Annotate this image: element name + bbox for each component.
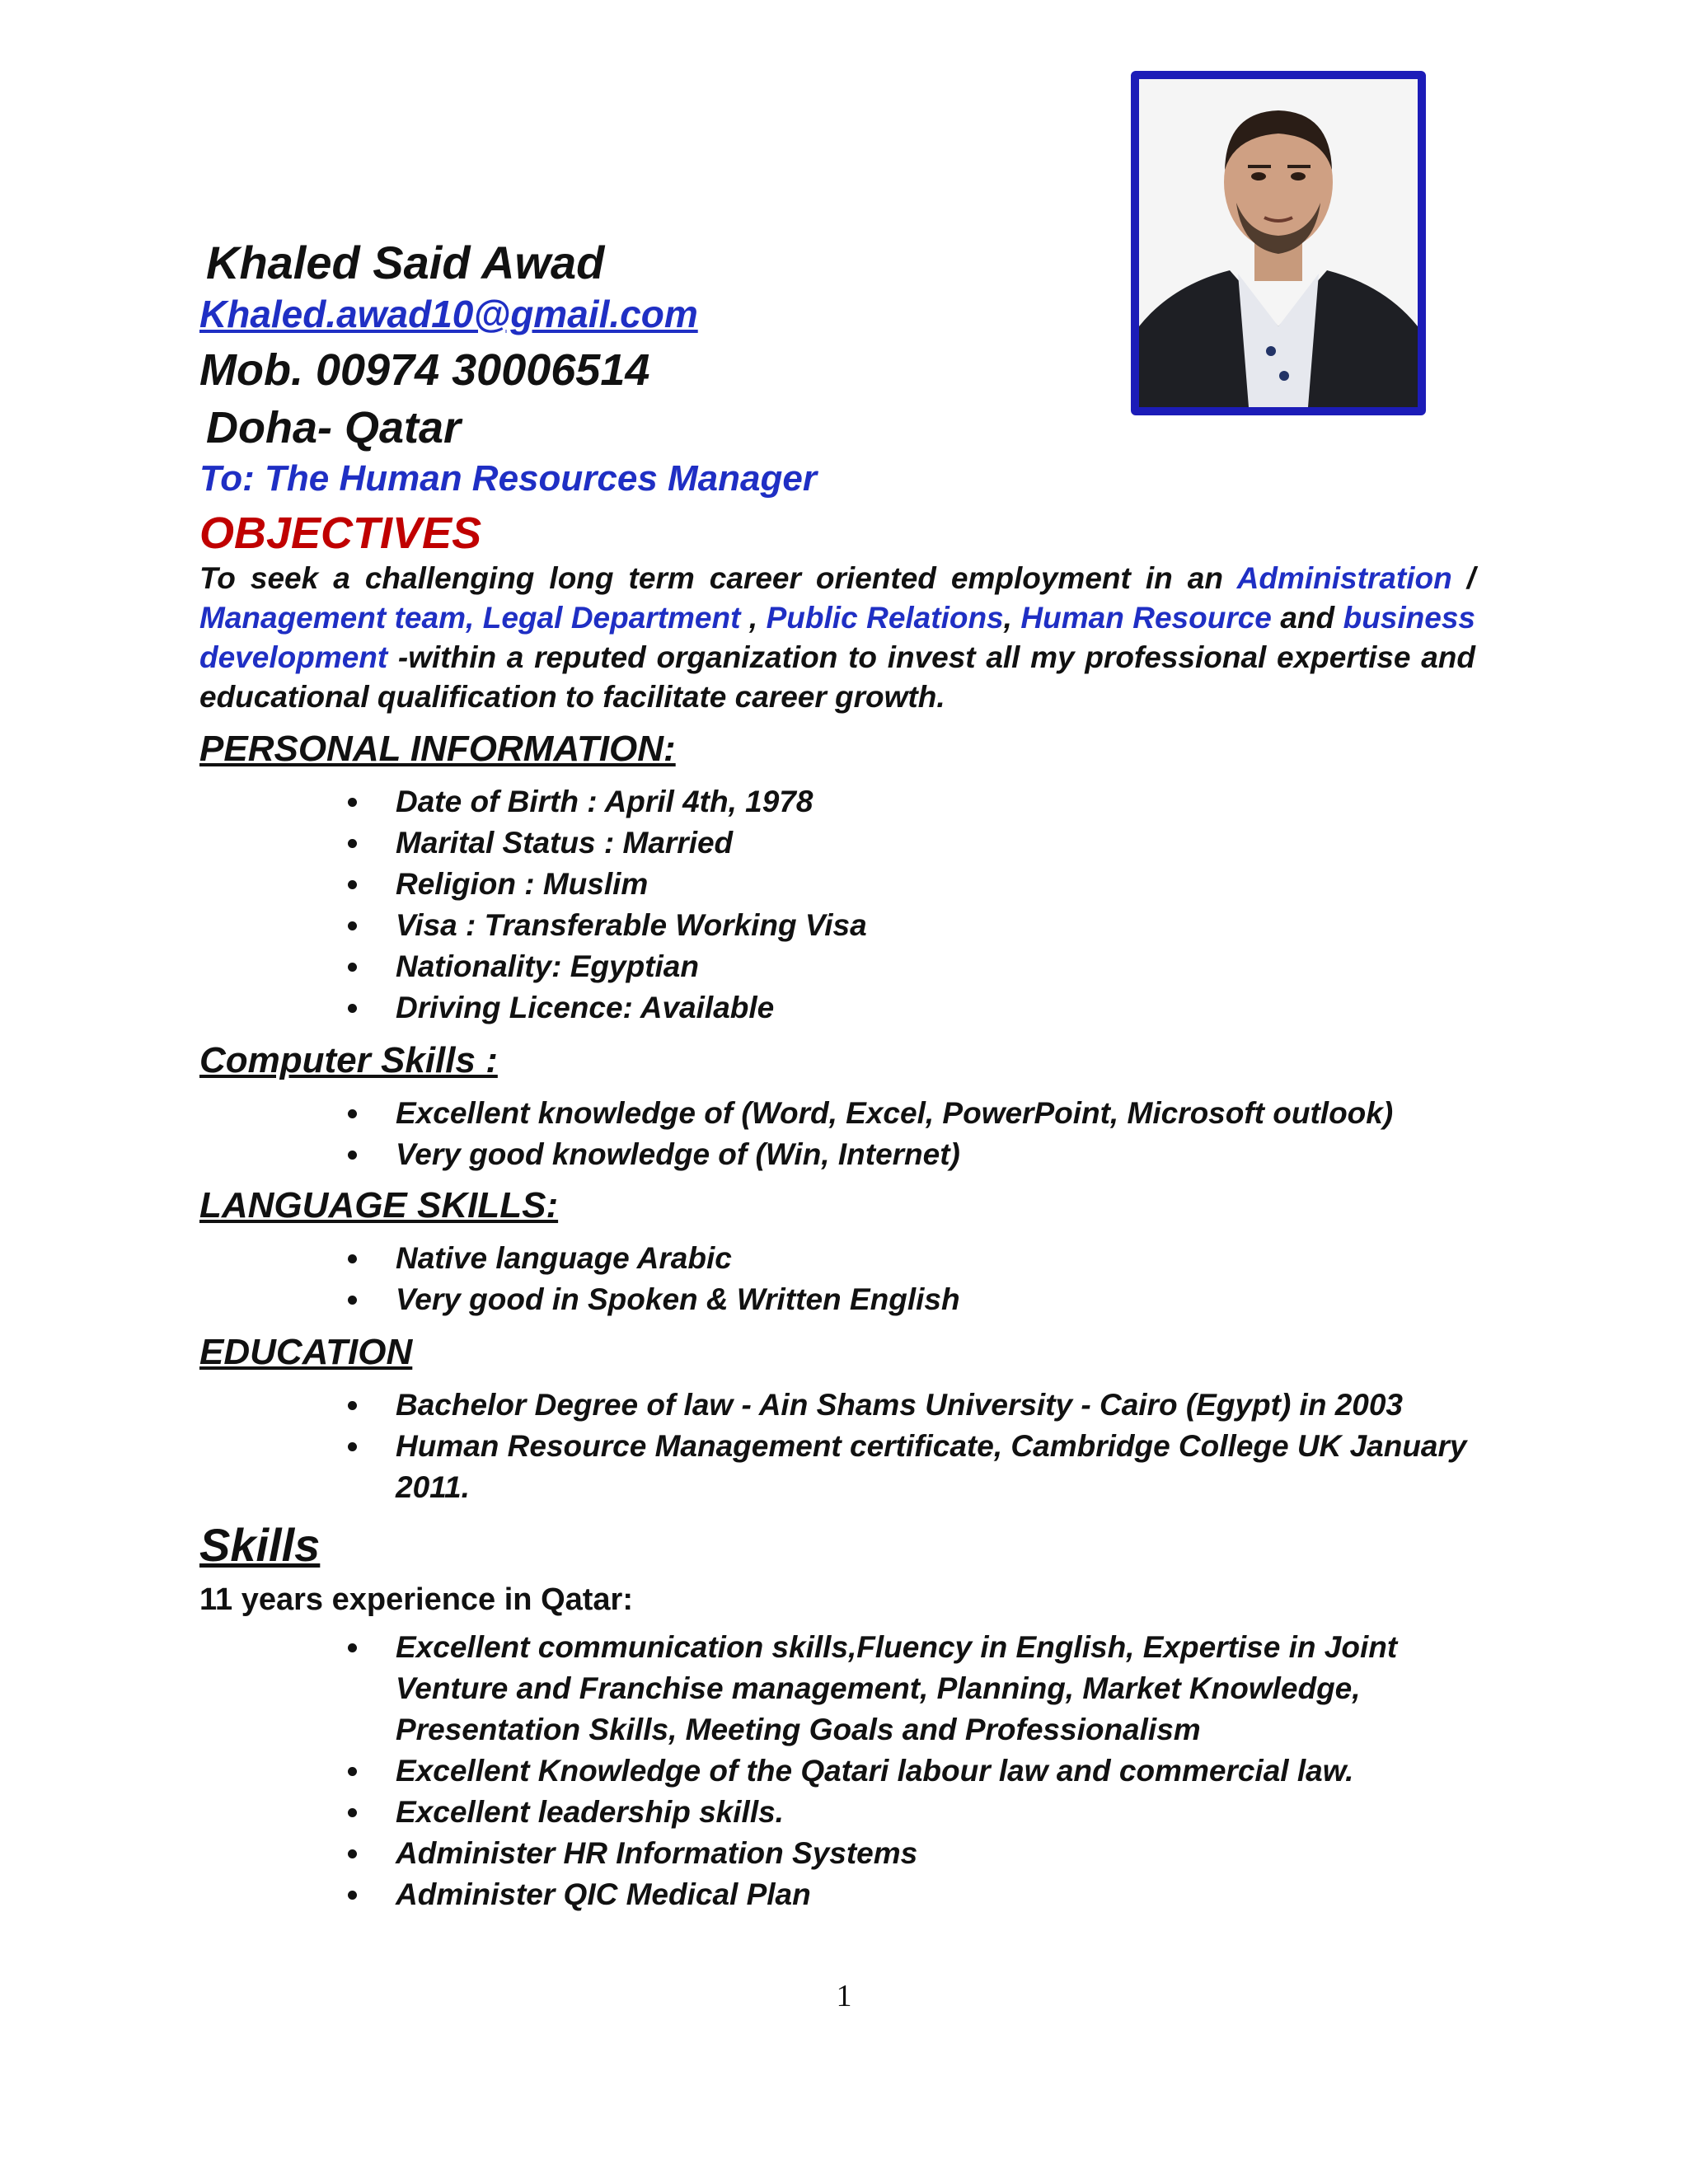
objectives-text-part: ,: [1003, 601, 1021, 635]
page-number: 1: [836, 1979, 852, 2013]
bullet-icon: [348, 1254, 357, 1263]
personal-info-list: [0, 781, 1492, 1029]
bullet-icon: [348, 963, 357, 972]
profile-photo-portrait: [1139, 79, 1418, 407]
objectives-text-part: and: [1271, 601, 1343, 635]
bullet-icon: [348, 1643, 357, 1652]
bullet-icon: [348, 1849, 357, 1858]
list-item: Excellent leadership skills.: [0, 1792, 1492, 1833]
skills-heading: Skills: [199, 1519, 321, 1571]
bullet-icon: [348, 1151, 357, 1160]
language-skills-heading: LANGUAGE SKILLS:: [199, 1185, 559, 1226]
location: Doha- Qatar: [206, 403, 462, 452]
list-item: Excellent Knowledge of the Qatari labour law and commercial law.: [0, 1750, 1492, 1792]
objectives-heading: OBJECTIVES: [199, 509, 482, 558]
list-item: Administer HR Information Systems: [0, 1833, 1492, 1874]
objectives-highlight: Public Relations: [766, 601, 1004, 635]
profile-photo: [1131, 71, 1426, 415]
bullet-icon: [348, 880, 357, 889]
objectives-text-part: To seek a challenging long term career oriented employment in an: [199, 561, 1237, 595]
list-item: Administer QIC Medical Plan: [0, 1874, 1492, 1915]
bullet-icon: [348, 1004, 357, 1013]
education-heading: EDUCATION: [199, 1332, 413, 1372]
personal-info-heading: PERSONAL INFORMATION:: [199, 729, 676, 769]
list-item: Very good in Spoken & Written English: [0, 1279, 1492, 1320]
objectives-highlight: Management team, Legal Department: [199, 601, 741, 635]
bullet-icon: [348, 1442, 357, 1451]
computer-skills-heading: Computer Skills :: [199, 1040, 498, 1080]
list-item: Very good knowledge of (Win, Internet): [0, 1134, 1492, 1175]
list-item: Nationality: Egyptian: [0, 946, 1492, 987]
mobile-number: Mob. 00974 30006514: [199, 345, 650, 395]
bullet-icon: [348, 1401, 357, 1410]
objectives-text-part: ,: [740, 601, 767, 635]
list-item: Bachelor Degree of law - Ain Shams University - Cairo (Egypt) in 2003: [0, 1385, 1492, 1426]
candidate-name: Khaled Said Awad: [206, 237, 605, 288]
addressee-line: To: The Human Resources Manager: [199, 458, 817, 499]
list-item: Excellent knowledge of (Word, Excel, PowerPoint, Microsoft outlook): [0, 1093, 1492, 1134]
objectives-highlight: Human Resource: [1020, 601, 1272, 635]
computer-skills-list: [0, 1093, 1492, 1175]
skills-subheading: 11 years experience in Qatar:: [199, 1582, 633, 1617]
list-item: Driving Licence: Available: [0, 987, 1492, 1029]
education-list: [0, 1385, 1492, 1508]
list-item: Native language Arabic: [0, 1238, 1492, 1279]
list-item: Date of Birth : April 4th, 1978: [0, 781, 1492, 823]
list-item: Excellent communication skills,Fluency in English, Expertise in Joint Venture and Franchise management, Planning, Market Knowledge, Presentation Skills, Meeting Goals and Professionalism: [0, 1627, 1492, 1750]
objectives-text: [199, 559, 1475, 717]
bullet-icon: [348, 1296, 357, 1305]
bullet-icon: [348, 921, 357, 930]
objectives-text-part: -within a reputed organization to invest all my professional expertise and educational qualification to facilitate career growth.: [199, 640, 1475, 714]
list-item: Visa : Transferable Working Visa: [0, 905, 1492, 946]
bullet-icon: [348, 839, 357, 848]
language-skills-list: [0, 1238, 1492, 1320]
bullet-icon: [348, 798, 357, 807]
objectives-text-part: /: [1451, 561, 1475, 595]
objectives-highlight: business development: [199, 601, 1475, 674]
bullet-icon: [348, 1808, 357, 1817]
bullet-icon: [348, 1767, 357, 1776]
list-item: Religion : Muslim: [0, 864, 1492, 905]
skills-list: [0, 1627, 1492, 1915]
email-link[interactable]: Khaled.awad10@gmail.com: [199, 293, 698, 335]
list-item: Human Resource Management certificate, Cambridge College UK January 2011.: [0, 1426, 1492, 1508]
objectives-highlight: Administration: [1236, 561, 1452, 595]
bullet-icon: [348, 1891, 357, 1900]
list-item: Marital Status : Married: [0, 823, 1492, 864]
bullet-icon: [348, 1109, 357, 1118]
